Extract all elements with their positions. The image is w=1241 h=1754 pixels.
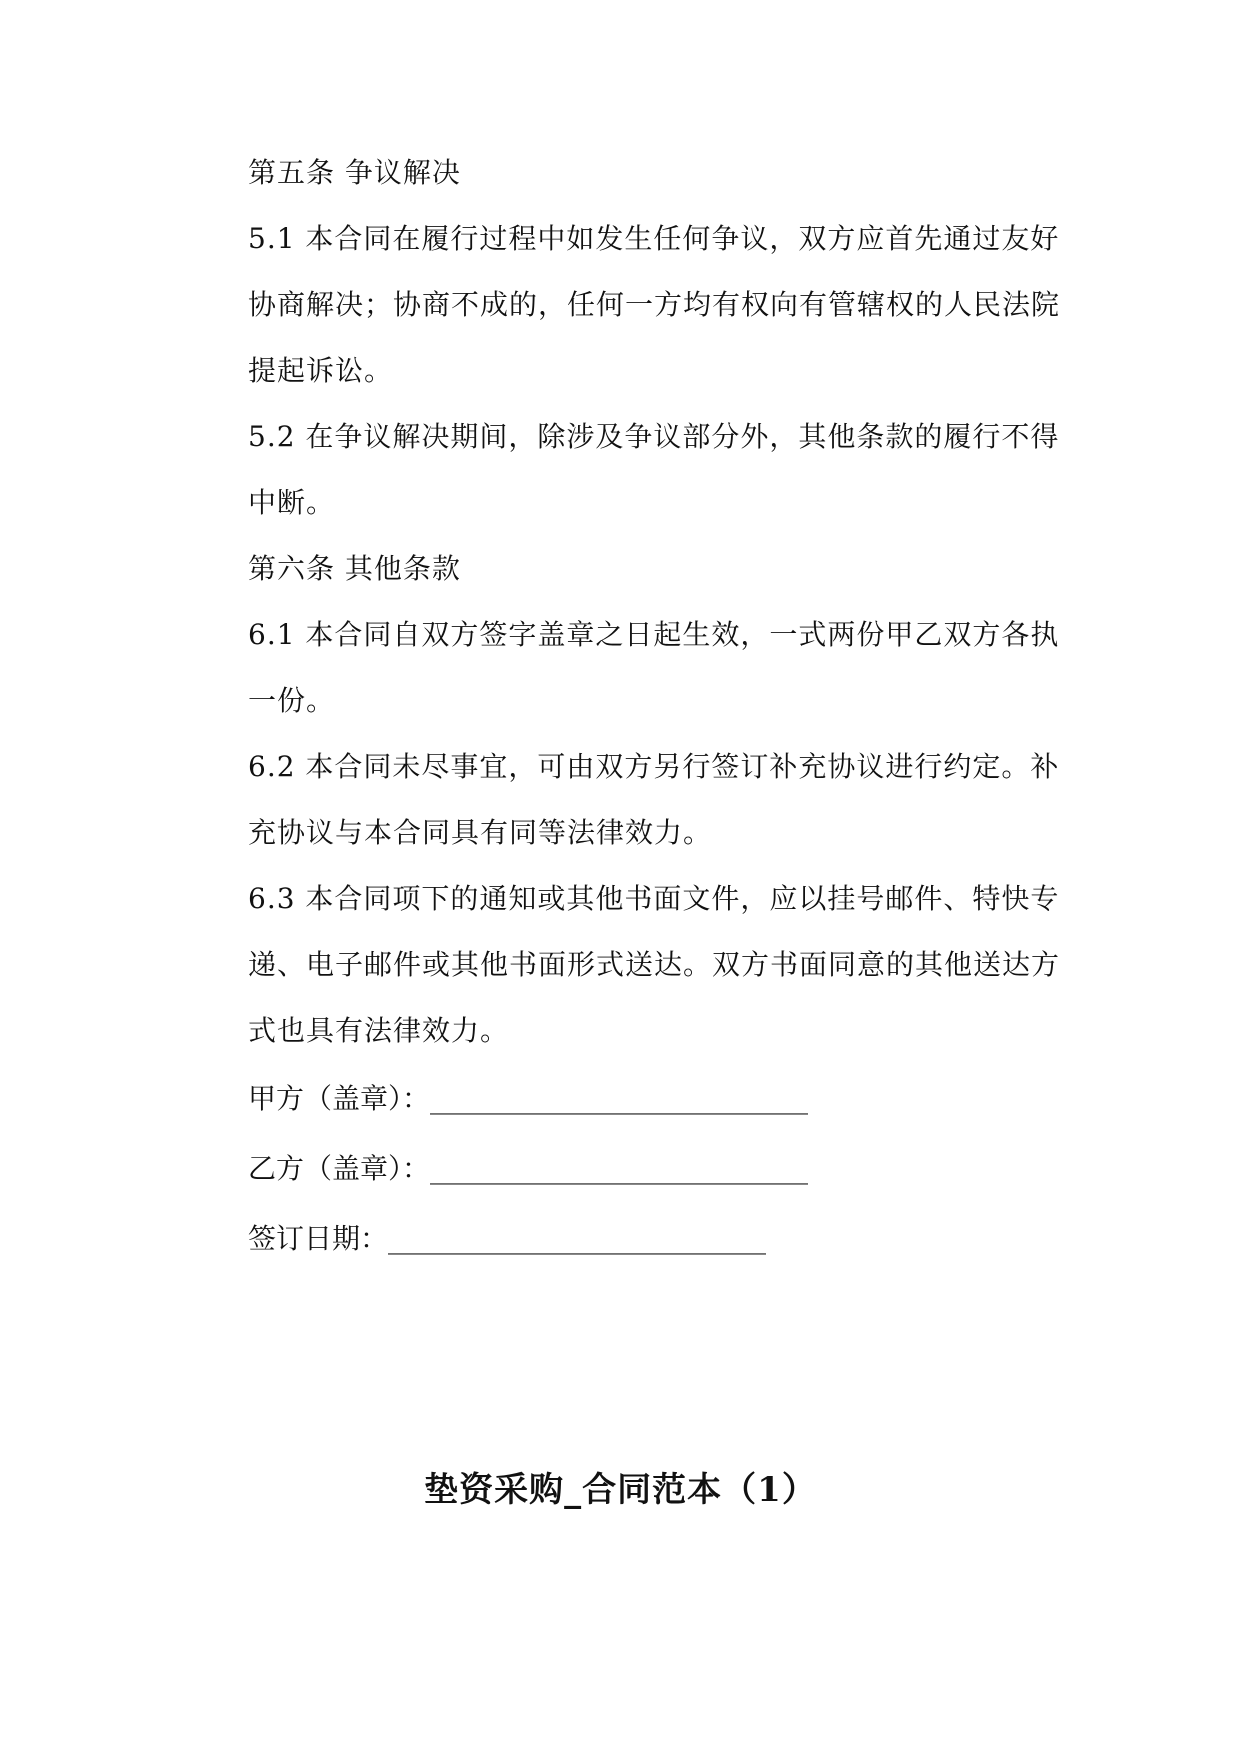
clause-6-3: 6.3 本合同项下的通知或其他书面文件，应以挂号邮件、特快专递、电子邮件或其他书面形式送达。双方书面同意的其他送达方式也具有法律效力。 bbox=[248, 882, 1061, 1047]
signing-date-line: 签订日期：___________________________ bbox=[248, 1222, 767, 1255]
article-5-heading: 第五条 争议解决 bbox=[248, 156, 461, 189]
clause-5-1: 5.1 本合同在履行过程中如发生任何争议，双方应首先通过友好协商解决；协商不成的，任何一方均有权向有管辖权的人民法院提起诉讼。 bbox=[248, 222, 1061, 387]
party-a-signature-line: 甲方（盖章）：___________________________ bbox=[248, 1082, 809, 1115]
clause-6-2: 6.2 本合同未尽事宜，可由双方另行签订补充协议进行约定。补充协议与本合同具有同等法律效力。 bbox=[248, 750, 1060, 849]
contract-body bbox=[190, 140, 1060, 1274]
article-6-heading: 第六条 其他条款 bbox=[248, 552, 461, 585]
document-title: 垫资采购_合同范本（1） bbox=[424, 1470, 817, 1510]
clause-5-2: 5.2 在争议解决期间，除涉及争议部分外，其他条款的履行不得中断。 bbox=[248, 420, 1060, 519]
clause-6-1: 6.1 本合同自双方签字盖章之日起生效，一式两份甲乙双方各执一份。 bbox=[248, 618, 1060, 717]
party-b-signature-line: 乙方（盖章）：___________________________ bbox=[248, 1152, 809, 1185]
